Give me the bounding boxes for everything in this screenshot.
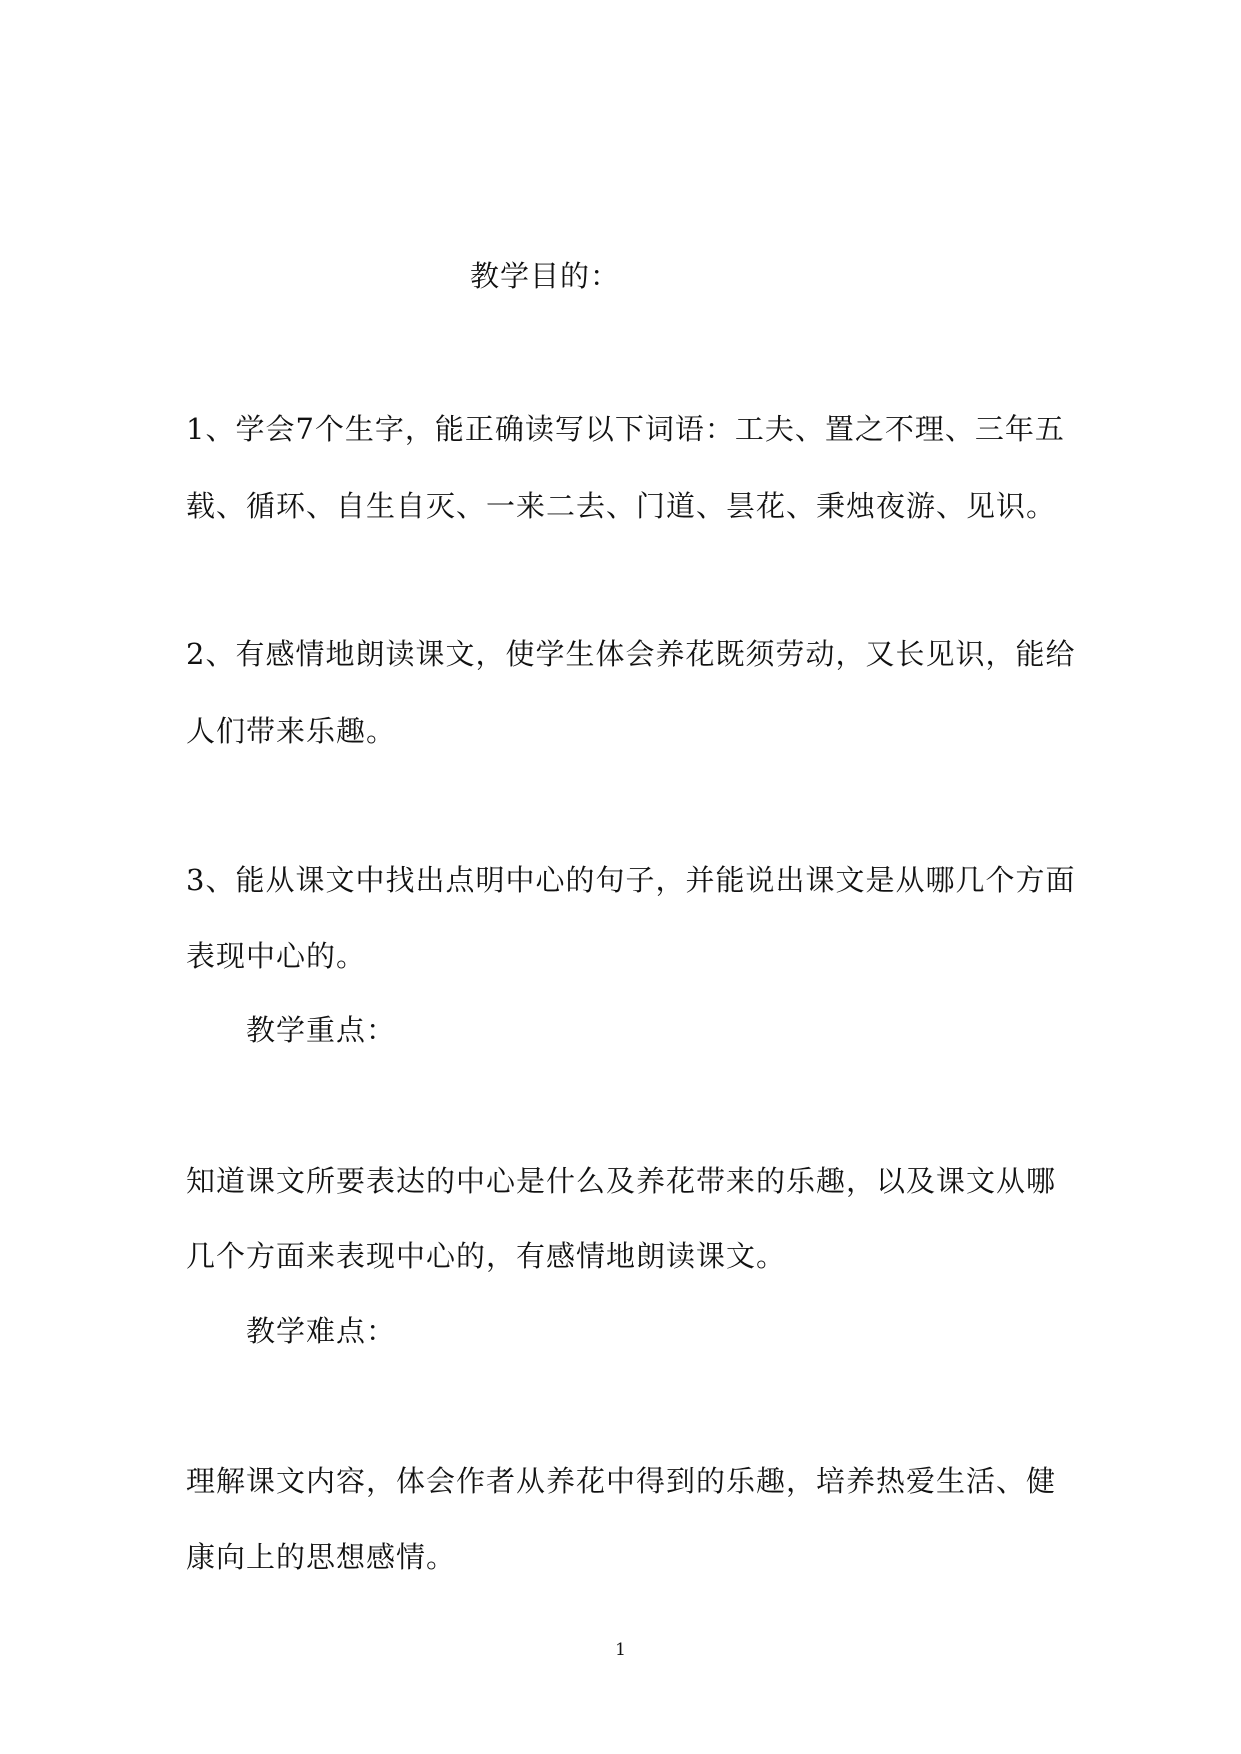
objective-3-line-1: 3、能从课文中找出点明中心的句子，并能说出课文是从哪几个方面 [186,863,1076,897]
difficulties-line-2: 康向上的思想感情。 [186,1540,457,1574]
heading-objectives: 教学目的： [470,259,621,293]
heading-key-points: 教学重点： [246,1013,397,1047]
objective-2-line-2: 人们带来乐趣。 [186,714,397,748]
key-points-line-2: 几个方面来表现中心的，有感情地朗读课文。 [186,1239,787,1273]
objective-1-line-1: 1、学会7个生字，能正确读写以下词语：工夫、置之不理、三年五 [186,412,1065,446]
heading-difficulties: 教学难点： [246,1314,397,1348]
key-points-line-1: 知道课文所要表达的中心是什么及养花带来的乐趣，以及课文从哪 [186,1164,1057,1198]
objective-2-line-1: 2、有感情地朗读课文，使学生体会养花既须劳动，又长见识，能给 [186,637,1076,671]
objective-1-line-2: 载、循环、自生自灭、一来二去、门道、昙花、秉烛夜游、见识。 [186,489,1057,523]
difficulties-line-1: 理解课文内容，体会作者从养花中得到的乐趣，培养热爱生活、健 [186,1464,1057,1498]
objective-3-line-2: 表现中心的。 [186,939,367,973]
page-number: 1 [615,1640,626,1660]
